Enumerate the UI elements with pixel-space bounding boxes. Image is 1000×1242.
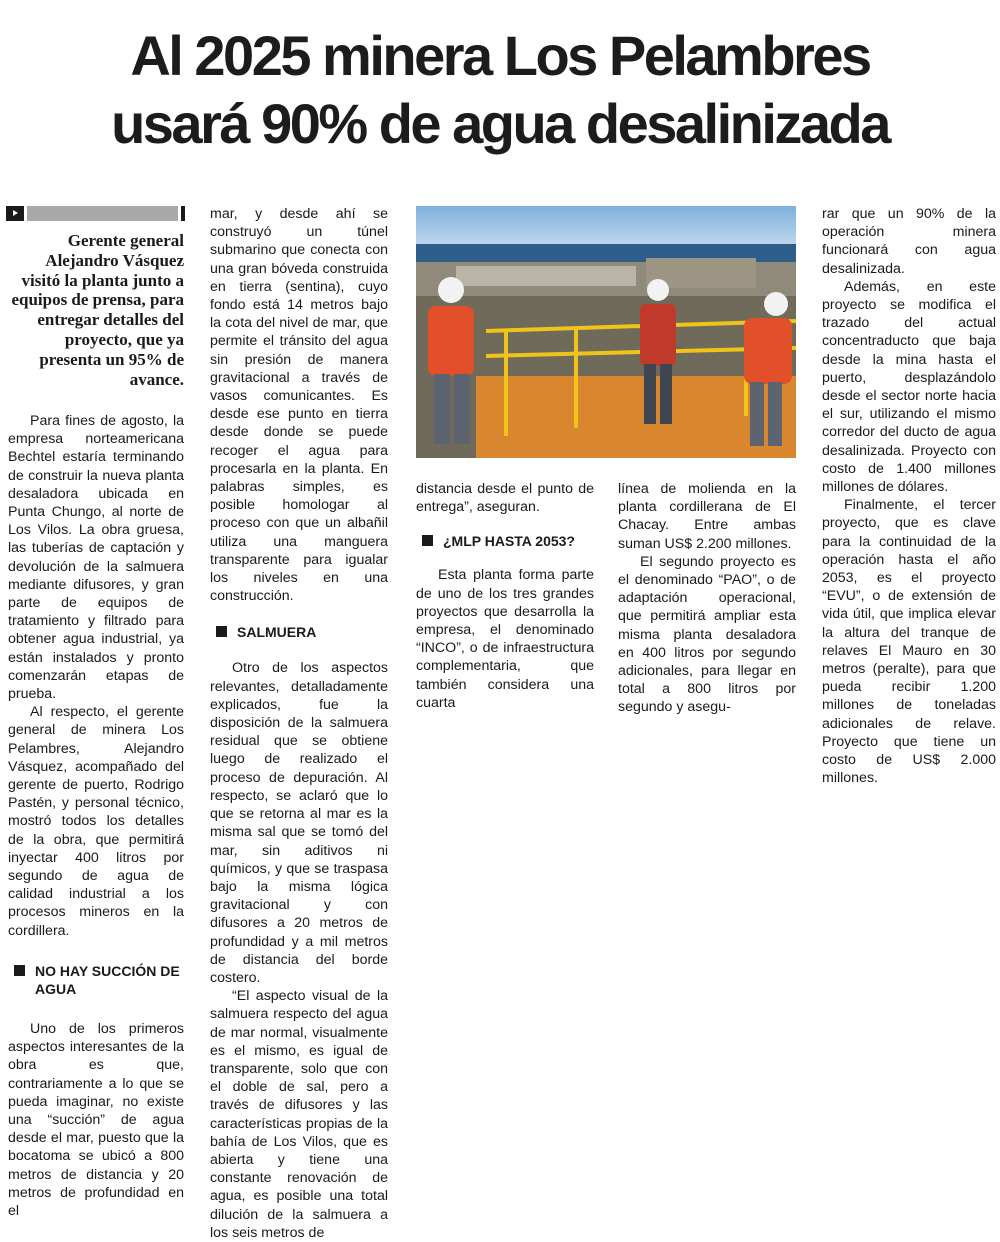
col1-paragraph-3: Uno de los primeros aspectos interesantes de la obra es que, contrariamente a lo que se pueda imaginar, no existe una “succión” de agua desde el mar, puesto que la bocatoma se ubicó a 800 metros de distancia y 20 metros de profundidad en el [8,1020,184,1219]
col5-paragraph-2: Además, en este proyecto se modifica el trazado del actual concentraducto que baja desde la mina hasta el puerto, desplazándolo desde el sector norte hacia el sur, utilizando el mismo corredor del ducto de agua desalinizada. Proyecto con costo de 1.400 millones millones de dólares. [822,278,996,496]
kicker-bar [6,206,184,221]
square-bullet-icon [14,965,25,976]
col1-paragraph-2: Al respecto, el gerente general de minera Los Pelambres, Alejandro Vásquez, acompañado del gerente de puerto, Rodrigo Pastén, y personal técnico, mostró todos los detalles de la obra, que permitirá inyectar 400 litros por segundo de agua de calidad industrial a los procesos mineros en la cordillera. [8,704,184,939]
square-bullet-icon [422,535,433,546]
headline-line-2: usará 90% de agua desalinizada [111,92,889,155]
col5-paragraph-1: rar que un 90% de la operación minera funcionará con agua desalinizada. [822,206,996,277]
subhead-no-hay-succion [8,962,184,998]
lead-summary: Gerente general Alejandro Vásquez visitó la planta junto a equipos de prensa, para entregar detalles del proyecto, que ya presenta un 95% de avance. [11,231,184,389]
kicker-gray-band [27,206,178,221]
square-bullet-icon [216,626,227,637]
col4-paragraph-1: línea de molienda en la planta cordillerana de El Chacay. Entre ambas suman US$ 2.200 millones. [618,481,796,552]
photo-workers-desalination-plant [416,206,796,458]
play-icon [6,206,24,221]
col5-paragraph-3: Finalmente, el tercer proyecto, que es clave para la continuidad de la operación hasta el año 2053, es el proyecto “EVU”, o de extensión de vida útil, que implica elevar la altura del tranque de relaves El Mauro en 30 metros (peralte), para que pueda recibir 1.200 millones de toneladas adicionales de relave. Proyecto que tiene un costo de US$ 2.000 millones. [822,497,996,787]
headline-line-1: Al 2025 minera Los Pelambres [130,24,870,87]
subhead-text: NO HAY SUCCIÓN DE AGUA [35,962,180,997]
column-4 [618,480,796,717]
subhead-text: SALMUERA [237,624,317,641]
col3-paragraph-2: Esta planta forma parte de uno de los tres grandes proyectos que desarrolla la empresa, el denominado “INCO”, o de infraestructura complementaria, que también considera una cuarta [416,567,594,711]
subhead-salmuera [210,623,388,641]
col2-paragraph-3: “El aspecto visual de la salmuera respecto del agua de mar normal, visualmente es el mismo, es igual de transparente, solo que con el doble de sal, pero a través de difusores y las características propias de la bahía de Los Vilos, que es abierta y tiene una constante renovación de agua, es posible una total dilución de la salmuera a los seis metros de [210,988,388,1241]
column-5 [822,205,996,788]
col2-paragraph-1: mar, y desde ahí se construyó un túnel submarino que conecta con una gran bóveda construida en tierra (sentina), cuyo fondo está 14 metros bajo la cota del nivel de mar, que permite el tránsito del agua sin presión de manera gravitacional a través de vasos comunicantes. Es desde ese punto en tierra desde donde se puede recoger el agua para procesarla en la planta. En palabras simples, es posible homologar al proceso con que un albañil utiliza una manguera transparente para igualar los niveles en una construcción. [210,206,388,605]
subhead-mlp-hasta-2053 [416,532,594,550]
col4-paragraph-2: El segundo proyecto es el denominado “PAO”, o de adaptación operacional, que permitirá ampliar esta misma planta desaladora en 400 litros por segundo adicionales, para llegar en total a 800 litros por segundo y asegu- [618,553,796,716]
subhead-text: ¿MLP HASTA 2053? [443,533,575,550]
col1-paragraph-1: Para fines de agosto, la empresa norteamericana Bechtel estaría terminando de construir la nueva planta desaladora ubicada en Punta Chungo, al norte de Los Vilos. La obra gruesa, las tuberías de captación y devolución de la salmuera mediante difusores, y gran parte de equipos de tratamiento y filtrado para obtener agua industrial, ya están instalados y pronto comenzarán etapas de prueba. [8,413,184,703]
kicker-end-mark [181,206,185,221]
headline [0,22,1000,158]
column-3 [416,480,594,712]
col2-paragraph-2: Otro de los aspectos relevantes, detalladamente explicados, fue la disposición de la salmuera residual que se obtiene luego de realizado el proceso de depuración. Al respecto, se aclaró que lo que se retorna al mar es la misma sal que se tomó del mar, sin aditivos ni químicos, y que se traspasa bajo la misma lógica gravitacional y con difusores a 20 metros de profundidad y a mil metros de distancia del borde costero. [210,660,388,986]
column-2 [210,205,388,1242]
article-photo [416,206,796,458]
col3-paragraph-1: distancia desde el punto de entrega”, aseguran. [416,481,594,516]
column-1 [8,412,184,1220]
